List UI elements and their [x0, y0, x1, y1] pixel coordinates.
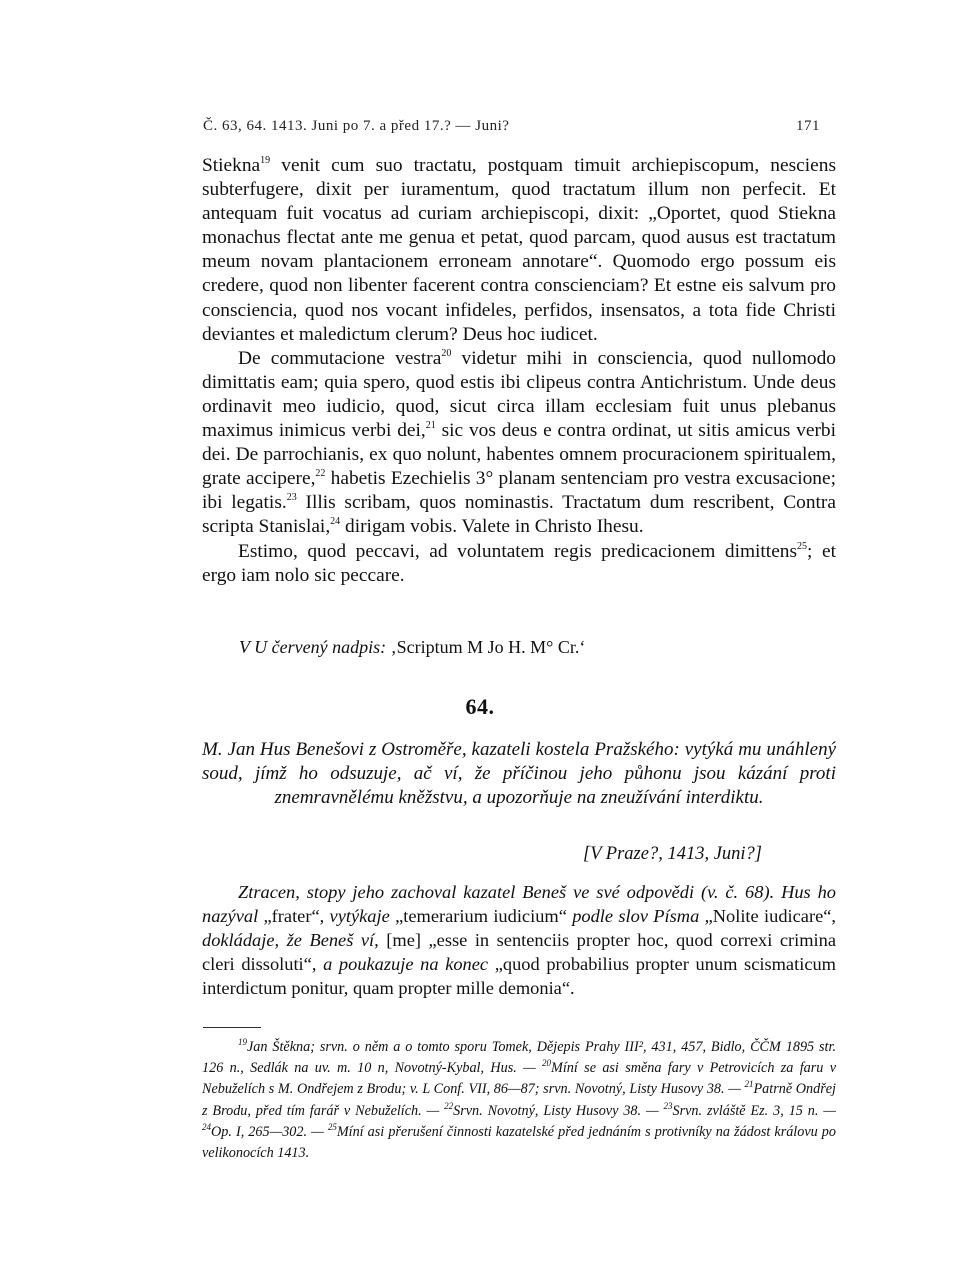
- text-run: Ztracen, stopy jeho zachoval kazatel Beneš ve své odpovědi (v. č. 68). Hus ho nazýval: [202, 882, 836, 927]
- footnote-text: Srvn. zvláště Ez. 3, 15 n. —: [672, 1102, 836, 1119]
- footnote-number: 25: [327, 1121, 337, 1132]
- footnote-ref: 24: [330, 516, 341, 528]
- text-run: ; et ergo iam nolo sic peccare.: [202, 540, 836, 586]
- editorial-note: [202, 880, 836, 1000]
- header-reference: Č. 63, 64. 1413. Juni po 7. a před 17.? — Juni?: [203, 118, 510, 134]
- text-run: dokládaje, že Beneš ví,: [202, 930, 387, 951]
- text-run: Estimo, quod peccavi, ad voluntatem regis predicacionem dimittens: [238, 540, 798, 562]
- note-label: V U červený nadpis:: [239, 637, 387, 657]
- text-run: „frater“,: [263, 906, 330, 927]
- text-run: [me] „esse in sentenciis propter hoc, quod correxi crimina cleri dissoluti“,: [202, 930, 836, 975]
- place-date: [V Praze?, 1413, Juni?]: [583, 844, 763, 864]
- footnote-ref: 22: [315, 468, 326, 480]
- text-run: „Nolite iudicare“,: [704, 906, 837, 927]
- footnote-text: Míní asi přerušení činnosti kazatelské před jednáním s protivníky na žádost královu po velikonocích 1413.: [202, 1123, 836, 1162]
- text-run: Illis scribam, quos nominastis. Tractatum dum rescribent, Contra scripta Stanislai,: [202, 492, 836, 538]
- footnote-number: 22: [444, 1100, 454, 1111]
- letter-text: [202, 154, 836, 588]
- letter-paragraph: [202, 540, 836, 588]
- footnote-ref: 25: [797, 540, 808, 552]
- footnote-ref: 21: [425, 420, 436, 432]
- text-run: podle slov Písma: [572, 906, 705, 927]
- text-run: „quod probabilius propter unum scismaticum interdictum ponitur, quam propter mille demonia“.: [202, 954, 836, 999]
- letter-paragraph: [202, 154, 836, 347]
- footnote-ref: 20: [441, 347, 452, 359]
- text-run: a poukazuje na konec: [323, 954, 495, 975]
- footnote-ref: 23: [286, 492, 297, 504]
- footnote-text: Jan Štěkna; srvn. o něm a o tomto sporu Tomek, Dějepis Prahy III², 431, 457, Bidlo, ČČM 1895 str. 126 n., Sedlák na uv. m. 10 n, Novotný-Kybal, Hus. —: [202, 1039, 836, 1077]
- footnote-number: 21: [744, 1079, 754, 1090]
- text-run: Stiekna: [202, 155, 261, 176]
- regest: [202, 738, 836, 811]
- footnote-text: Patrně Ondřej z Brodu, před tím farář v Nebuželích. —: [202, 1081, 836, 1119]
- text-run: dirigam vobis. Valete in Christo Ihesu.: [340, 516, 644, 538]
- footnote-number: 19: [238, 1037, 247, 1047]
- text-run: „temerarium iudicium“: [395, 906, 573, 927]
- note-text: ‚Scriptum M Jo H. M° Cr.‘: [386, 637, 586, 657]
- footnotes: [202, 1037, 836, 1164]
- footnote-ref: 19: [260, 155, 271, 166]
- footnote-number: 20: [542, 1058, 552, 1069]
- text-run: venit cum suo tractatu, postquam timuit archiepiscopum, nesciens subterfugere, dixit per iuramentum, quod tractatum illum non perfecit. Et antequam fuit vocatus ad curiam archiepiscopi, dixit: „Oportet, quod Stiekna monachus flectat ante me genua et petat, quod parcam, quod ausus est tractatum meum novam plantacionem erroneam annotare“. Quomodo ergo possum eis credere, quod non libenter facerent contra conscienciam? Et estne eis salvum pro consciencia, quod nos vocant infideles, perfidos, insensatos, a tota fide Christi deviantes et maledictum clerum? Deus hoc iudicet.: [202, 155, 836, 345]
- footnote-block: [202, 1037, 836, 1164]
- text-run: habetis Ezechielis 3° planam sentenciam pro vestra excusacione; ibi legatis.: [202, 468, 836, 514]
- footnote-text: Srvn. Novotný, Listy Husovy 38. —: [453, 1102, 664, 1119]
- red-heading-note: [239, 637, 839, 658]
- footnote-number: 23: [663, 1100, 673, 1111]
- running-header: [203, 118, 820, 140]
- note-paragraph: [202, 880, 836, 1000]
- text-run: De commutacione vestra: [238, 347, 442, 369]
- document-number: 64.: [465, 694, 495, 719]
- text-run: vytýkaje: [329, 906, 396, 927]
- regest-title: M. Jan Hus Benešovi z Ostroměře, kazateli kostela Pražského: vytýká mu unáhlený soud, jímž ho odsuzuje, ač ví, že příčinou jeho půhonu jsou kázání proti znemravnělému kněžstvu, a upozorňuje na zneužívání interdiktu.: [202, 739, 836, 809]
- page-number: 171: [796, 118, 820, 134]
- footnote-divider: [203, 1027, 261, 1028]
- footnote-number: 24: [202, 1121, 211, 1132]
- text-run: sic vos deus e contra ordinat, ut sitis amicus verbi dei. De parrochianis, ex quo nolunt, habentes omnem procuracionem spiritualem, grate accipere,: [202, 420, 836, 490]
- letter-paragraph: [202, 347, 836, 540]
- text-run: videtur mihi in consciencia, quod nullomodo dimittatis eam; quia spero, quod estis ibi clipeus contra Antichristum. Unde deus ordinavit meo iudicio, quod, sicut circa illam ecclesiam fuit unus plebanus maximus inimicus verbi dei,: [202, 347, 836, 442]
- footnote-text: Míní se asi směna fary v Petrovicích za faru v Nebuželích s M. Ondřejem z Brodu; v. L Conf. VII, 86—87; srvn. Novotný, Listy Husovy 38. —: [202, 1060, 836, 1098]
- footnote-text: Op. I, 265—302. —: [211, 1123, 328, 1140]
